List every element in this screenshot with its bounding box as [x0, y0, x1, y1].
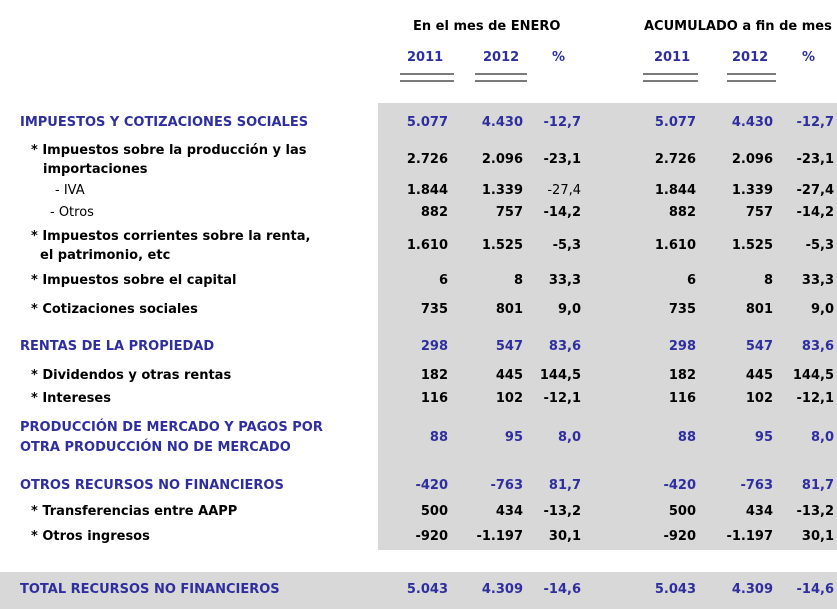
row-label: * Dividendos y otras rentas — [31, 368, 232, 383]
row-label-continued: el patrimonio, etc — [40, 248, 171, 263]
row-label: - IVA — [55, 183, 85, 198]
cell-2011-month: 182 — [420, 368, 448, 383]
cell-2012-month: 2.096 — [481, 152, 523, 167]
cell-2012-month: -1.197 — [476, 529, 523, 544]
row-label: * Transferencias entre AAPP — [31, 504, 238, 519]
cell-pct-acc: 30,1 — [801, 529, 834, 544]
cell-2011-acc: -920 — [663, 529, 696, 544]
row-label: * Impuestos sobre la producción y las — [31, 143, 307, 158]
col-header-2011-acc: 2011 — [654, 50, 691, 65]
cell-2012-acc: 4.309 — [731, 582, 773, 597]
cell-2011-month: 882 — [420, 205, 448, 220]
cell-2012-acc: 4.430 — [731, 115, 773, 130]
cell-2011-acc: 5.043 — [654, 582, 696, 597]
cell-2011-month: 2.726 — [406, 152, 448, 167]
cell-2011-acc: 882 — [668, 205, 696, 220]
col-header-2011-month: 2011 — [407, 50, 444, 65]
cell-2011-acc: 735 — [668, 302, 696, 317]
cell-2012-acc: 547 — [745, 339, 773, 354]
cell-2012-acc: -763 — [740, 478, 773, 493]
cell-2011-month: -420 — [415, 478, 448, 493]
cell-pct-acc: -27,4 — [796, 183, 834, 198]
cell-2012-month: 4.309 — [481, 582, 523, 597]
col-header-pct-month: % — [552, 50, 566, 65]
cell-pct-month: -14,6 — [543, 582, 581, 597]
cell-pct-acc: 144,5 — [792, 368, 834, 383]
cell-pct-acc: 83,6 — [801, 339, 834, 354]
header-underline — [400, 73, 454, 82]
cell-pct-month: -23,1 — [543, 152, 581, 167]
row-label: * Impuestos corrientes sobre la renta, — [31, 229, 311, 244]
cell-2012-month: 1.339 — [481, 183, 523, 198]
cell-pct-month: 83,6 — [548, 339, 581, 354]
cell-pct-month: -14,2 — [543, 205, 581, 220]
cell-pct-acc: -12,1 — [796, 391, 834, 406]
cell-2011-month: 6 — [438, 273, 448, 288]
cell-pct-acc: -13,2 — [796, 504, 834, 519]
cell-2011-acc: 182 — [668, 368, 696, 383]
cell-2011-month: 5.077 — [406, 115, 448, 130]
cell-pct-month: -12,1 — [543, 391, 581, 406]
cell-pct-month: -5,3 — [552, 238, 581, 253]
cell-pct-month: 9,0 — [557, 302, 581, 317]
cell-2012-month: 434 — [495, 504, 523, 519]
cell-2011-acc: 1.610 — [654, 238, 696, 253]
row-label: - Otros — [50, 205, 94, 220]
cell-2011-month: 500 — [420, 504, 448, 519]
row-label-continued: OTRA PRODUCCIÓN NO DE MERCADO — [20, 440, 291, 455]
cell-2012-month: 445 — [495, 368, 523, 383]
cell-2012-acc: 1.525 — [731, 238, 773, 253]
col-header-2012-acc: 2012 — [732, 50, 769, 65]
cell-2011-acc: 2.726 — [654, 152, 696, 167]
row-label-continued: importaciones — [43, 162, 148, 177]
cell-pct-month: 33,3 — [548, 273, 581, 288]
cell-2012-month: 801 — [495, 302, 523, 317]
cell-2011-acc: 88 — [677, 430, 696, 445]
cell-pct-month: 81,7 — [548, 478, 581, 493]
header-underline — [643, 73, 698, 82]
cell-2012-month: -763 — [490, 478, 523, 493]
cell-2011-month: 735 — [420, 302, 448, 317]
cell-2012-acc: 95 — [754, 430, 773, 445]
cell-2012-month: 95 — [504, 430, 523, 445]
cell-2012-acc: 434 — [745, 504, 773, 519]
group-header-month: En el mes de ENERO — [413, 19, 561, 34]
cell-pct-acc: 33,3 — [801, 273, 834, 288]
row-label: * Cotizaciones sociales — [31, 302, 198, 317]
group-header-accumulated: ACUMULADO a fin de mes — [644, 19, 832, 34]
cell-2012-month: 547 — [495, 339, 523, 354]
cell-pct-acc: -14,6 — [796, 582, 834, 597]
cell-2012-month: 4.430 — [481, 115, 523, 130]
cell-2011-acc: 5.077 — [654, 115, 696, 130]
cell-2012-acc: 8 — [763, 273, 773, 288]
cell-2011-acc: 6 — [686, 273, 696, 288]
cell-pct-month: -13,2 — [543, 504, 581, 519]
cell-2012-acc: 102 — [745, 391, 773, 406]
header-underline — [475, 73, 527, 82]
cell-pct-month: -27,4 — [547, 183, 581, 198]
cell-2011-month: 1.844 — [406, 183, 448, 198]
cell-2011-month: 298 — [420, 339, 448, 354]
row-label: TOTAL RECURSOS NO FINANCIEROS — [20, 582, 280, 597]
cell-2012-month: 102 — [495, 391, 523, 406]
row-label: OTROS RECURSOS NO FINANCIEROS — [20, 478, 284, 493]
cell-pct-month: -12,7 — [543, 115, 581, 130]
cell-pct-month: 144,5 — [539, 368, 581, 383]
row-label: RENTAS DE LA PROPIEDAD — [20, 339, 215, 354]
cell-pct-month: 8,0 — [557, 430, 581, 445]
cell-2011-month: 116 — [420, 391, 448, 406]
cell-pct-acc: -5,3 — [805, 238, 834, 253]
cell-2011-month: 88 — [429, 430, 448, 445]
header-underline — [727, 73, 776, 82]
col-header-2012-month: 2012 — [483, 50, 520, 65]
cell-2011-acc: 500 — [668, 504, 696, 519]
cell-2012-acc: 801 — [745, 302, 773, 317]
row-label: * Otros ingresos — [31, 529, 150, 544]
cell-2011-acc: 298 — [668, 339, 696, 354]
cell-2011-acc: 116 — [668, 391, 696, 406]
cell-pct-acc: 8,0 — [810, 430, 834, 445]
cell-2012-acc: 1.339 — [731, 183, 773, 198]
cell-2012-acc: -1.197 — [726, 529, 773, 544]
row-label: PRODUCCIÓN DE MERCADO Y PAGOS POR — [20, 420, 323, 435]
cell-2011-month: 1.610 — [406, 238, 448, 253]
cell-2012-month: 1.525 — [481, 238, 523, 253]
cell-2011-acc: 1.844 — [654, 183, 696, 198]
cell-pct-acc: -12,7 — [796, 115, 834, 130]
cell-pct-acc: -14,2 — [796, 205, 834, 220]
cell-2011-month: 5.043 — [406, 582, 448, 597]
cell-pct-acc: 81,7 — [801, 478, 834, 493]
cell-2012-month: 8 — [513, 273, 523, 288]
row-label: IMPUESTOS Y COTIZACIONES SOCIALES — [20, 115, 309, 130]
row-label: * Impuestos sobre el capital — [31, 273, 237, 288]
cell-pct-acc: 9,0 — [810, 302, 834, 317]
cell-2011-acc: -420 — [663, 478, 696, 493]
cell-pct-acc: -23,1 — [796, 152, 834, 167]
cell-2012-month: 757 — [495, 205, 523, 220]
row-label: * Intereses — [31, 391, 111, 406]
cell-pct-month: 30,1 — [548, 529, 581, 544]
col-header-pct-acc: % — [802, 50, 816, 65]
cell-2012-acc: 757 — [745, 205, 773, 220]
cell-2011-month: -920 — [415, 529, 448, 544]
cell-2012-acc: 2.096 — [731, 152, 773, 167]
cell-2012-acc: 445 — [745, 368, 773, 383]
